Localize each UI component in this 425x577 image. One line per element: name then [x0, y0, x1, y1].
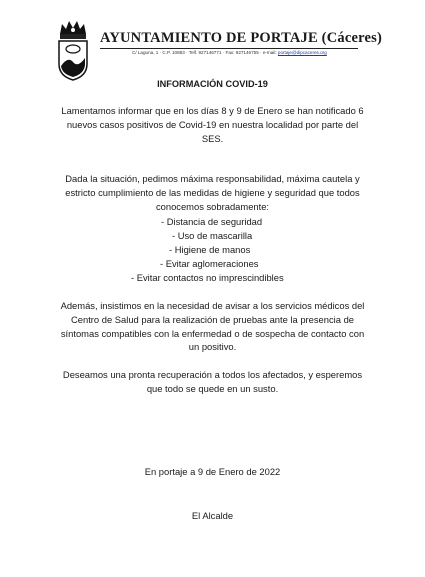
notice-heading: INFORMACIÓN COVID-19 — [157, 79, 268, 89]
paragraph-cases: Lamentamos informar que en los días 8 y 9 de Enero se han notificado 6 nuevos casos positivos de Covid-19 en nuestra localidad por parte del SES. — [61, 105, 364, 144]
contact-line — [132, 50, 327, 55]
list-item: - Distancia de seguridad — [161, 216, 263, 227]
paragraph-medical-services: Además, insistimos en la necesidad de avisar a los servicios médicos del Centro de Salud para la realización de pruebas ante la presencia de síntomas compatibles con la enfermedad o de sospecha de contacto con un positivo. — [60, 300, 365, 353]
signature: El Alcalde — [191, 510, 234, 521]
place-date: En portaje a 9 de Enero de 2022 — [144, 466, 281, 477]
list-item: - Uso de mascarilla — [172, 230, 253, 241]
organization-title: AYUNTAMIENTO DE PORTAJE (Cáceres) — [100, 30, 382, 46]
header-rule — [100, 48, 358, 49]
paragraph-wishes: Deseamos una pronta recuperación a todos los afectados, y esperemos que todo se quede en un susto. — [62, 369, 363, 394]
contact-address: C/ Laguna, 1 · C.P. 10883 · Telf. 927146771 · Fax: 927146755 · e-mail: — [132, 50, 277, 55]
list-item: - Evitar contactos no imprescindibles — [131, 272, 284, 283]
list-item: - Evitar aglomeraciones — [160, 258, 259, 269]
list-item: - Higiene de manos — [169, 244, 251, 255]
paragraph-responsibility: Dada la situación, pedimos máxima responsabilidad, máxima cautela y estricto cumplimiento de las medidas de higiene y seguridad que todos conocemos sobradamente: — [65, 173, 360, 212]
contact-email-link[interactable]: portaje@dipcaceres.org — [277, 50, 327, 55]
coat-of-arms-icon — [56, 18, 90, 82]
